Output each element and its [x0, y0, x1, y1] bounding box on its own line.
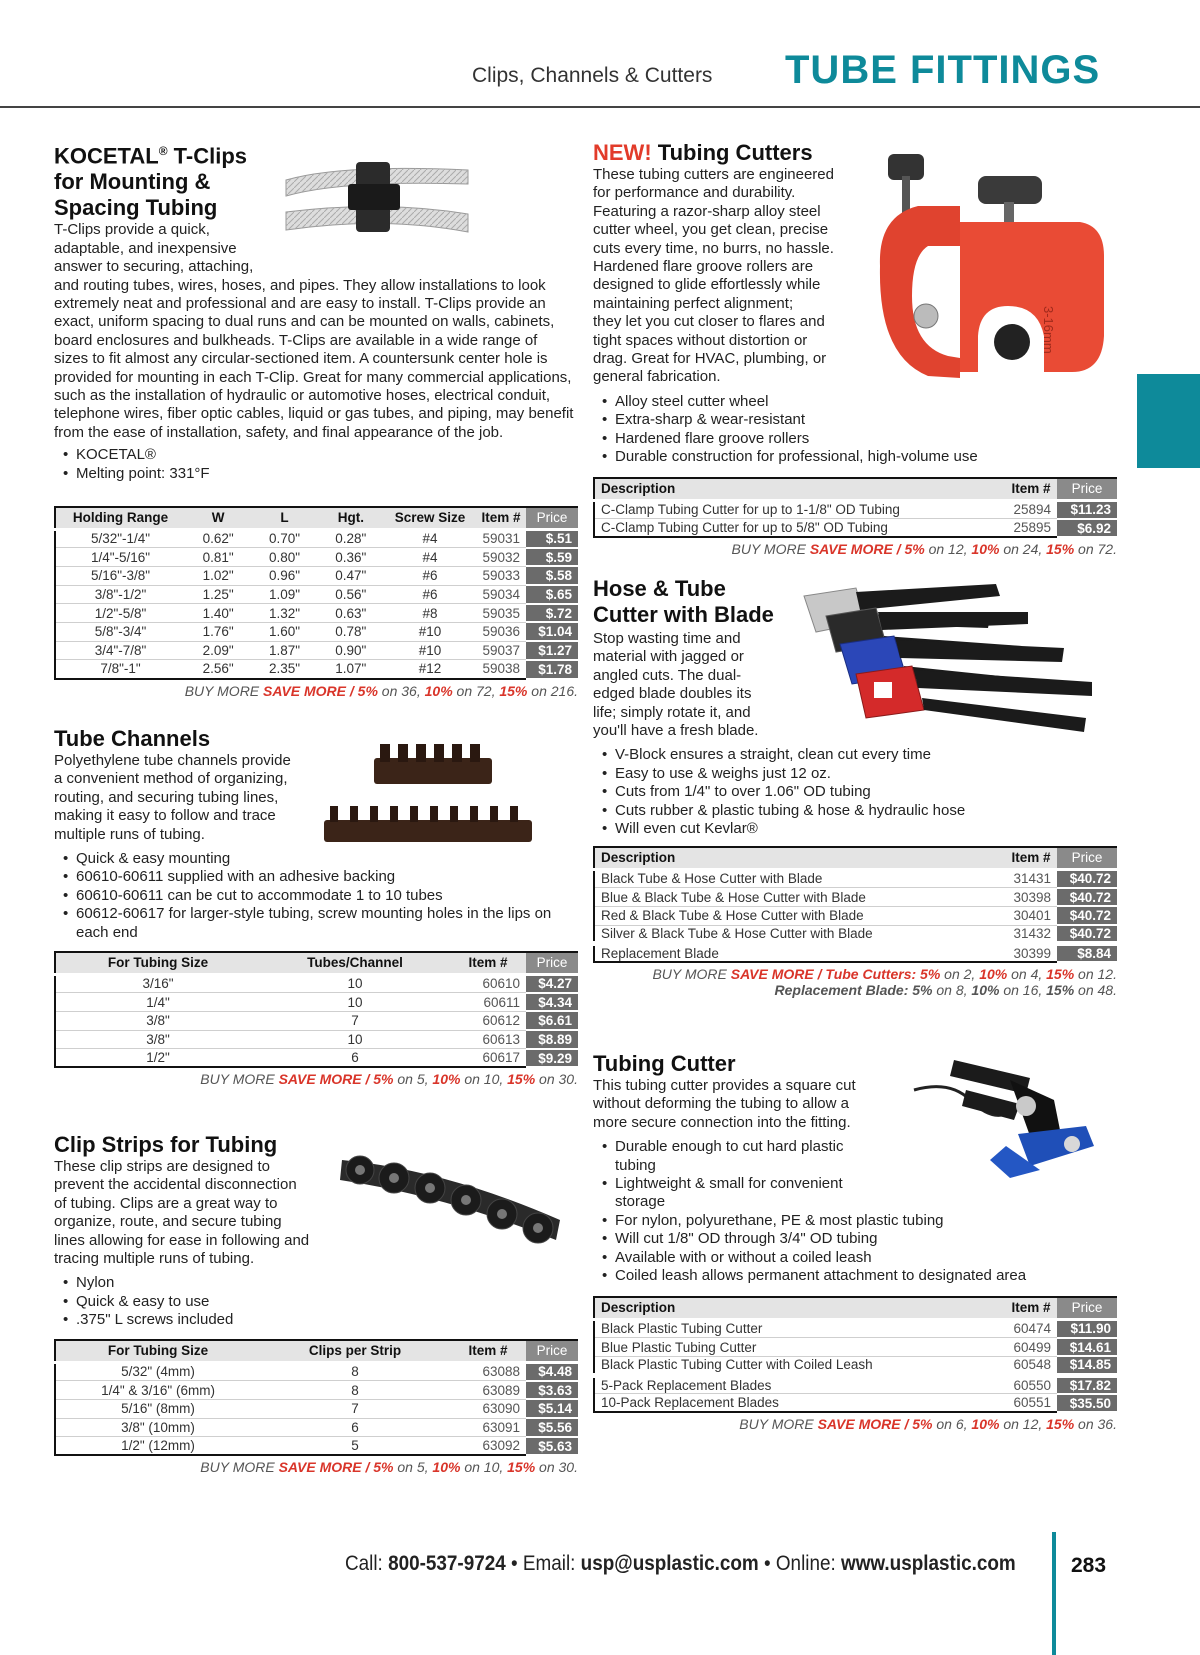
table-header: Item #	[450, 1340, 526, 1362]
table-header: For Tubing Size	[55, 1340, 260, 1362]
table-header: L	[251, 507, 317, 529]
table-row: 3/8"-1/2" 1.25" 1.09" 0.56" #6 59034 $.65	[55, 585, 578, 604]
clipstrips-bullets	[54, 1274, 574, 1329]
tclips-description: T-Clips provide a quick, adaptable, and inexpensive answer to securing, attaching, and routing tubes, wires, hoses, and pipes. They allow installations to look extremely neat and professional and are easy to install. T-Clips provide an exact, uniform spacing to dual runs and can be mounted on walls, cabinets, board enclosures and bulkheads. T-Clips are available in a wide range of sizes to fit almost any circular-sectioned item. A countersunk center hole is provided for mounting in each T-Clip. Great for many commercial applications, such as the installation of hydraulic or automotive hoses, electrical conduit, telephone wires, fiber optic cables, liquid or gas tubes, and piping, may benefit from the ease of installation, safety, and final appearance of the job.	[54, 221, 574, 441]
tubing-cutter-title: Tubing Cutter	[593, 1051, 736, 1076]
table-header: For Tubing Size	[55, 952, 260, 974]
cutters-table-wrap	[593, 477, 1117, 557]
list-item: • Coiled leash allows permanent attachment to designated area	[593, 1267, 1113, 1285]
tclip-product-image	[282, 152, 472, 242]
list-item: • Nylon	[54, 1274, 574, 1292]
table-row: Red & Black Tube & Hose Cutter with Blade 30401 $40.72	[594, 906, 1117, 925]
table-row: 5/8"-3/4" 1.76" 1.60" 0.78" #10 59036 $1.04	[55, 622, 578, 641]
table-header: Screw Size	[384, 507, 476, 529]
clip-strip-product-image	[336, 1140, 566, 1256]
table-row: Black Plastic Tubing Cutter with Coiled Leash 60548 $14.85	[594, 1356, 1117, 1375]
table-header: Price	[526, 507, 578, 529]
table-row: 5-Pack Replacement Blades 60550 $17.82	[594, 1375, 1117, 1394]
table-header: Item #	[1005, 847, 1057, 869]
channels-description: Polyethylene tube channels provide a convenient method of organizing, routing, and securing tubing lines, making it easy to follow and trace multiple runs of tubing.	[54, 752, 291, 843]
table-header: Item #	[476, 507, 526, 529]
email-link[interactable]: usp@usplastic.com	[580, 1552, 759, 1575]
table-row: 3/8" 7 60612 $6.61	[55, 1011, 578, 1030]
tclips-price-table	[54, 506, 578, 680]
channels-title: Tube Channels	[54, 726, 211, 751]
list-item: • Durable construction for professional, high-volume use	[593, 448, 1113, 466]
channels-price-table	[54, 951, 578, 1068]
list-item: • Alloy steel cutter wheel	[593, 393, 1113, 411]
list-item: • 60610-60611 can be cut to accommodate 1 to 10 tubes	[54, 887, 574, 905]
cutters-bullets	[593, 393, 1113, 467]
table-header: Price	[1057, 1297, 1117, 1319]
cutters-price-table	[593, 477, 1117, 538]
tclips-title: KOCETAL® T-Clips for Mounting & Spacing Tubing	[54, 143, 247, 221]
table-row: Silver & Black Tube & Hose Cutter with Blade 31432 $40.72	[594, 925, 1117, 944]
table-header: W	[185, 507, 251, 529]
table-row: 3/8" (10mm) 6 63091 $5.56	[55, 1418, 578, 1437]
table-header: Description	[594, 478, 1005, 500]
tclips-volume-discount: BUY MORE SAVE MORE / 5% on 36, 10% on 72, 15% on 216.	[184, 682, 578, 699]
table-row: C-Clamp Tubing Cutter for up to 5/8" OD Tubing 25895 $6.92	[594, 519, 1117, 538]
hose-cutter-volume-discount: BUY MORE SAVE MORE / Tube Cutters: 5% on 2, 10% on 4, 15% on 12.	[652, 966, 1117, 983]
tubing-cutter-table-wrap	[593, 1296, 1117, 1432]
table-row: 1/2"-5/8" 1.40" 1.32" 0.63" #8 59035 $.72	[55, 604, 578, 623]
cutters-description: These tubing cutters are engineered for performance and durability. Featuring a razor-sharp alloy steel cutter wheel, you get clean, precise cuts every time, no burrs, no hassle. Hardened flare groove rollers are designed to glide effortlessly while maintaining perfect alignment; they let you cut closer to flares and tight spaces without distortion or drag. Great for HVAC, plumbing, or general fabrication.	[593, 166, 834, 386]
table-row: 1/4"-5/16" 0.81" 0.80" 0.36" #4 59032 $.59	[55, 548, 578, 567]
page-title: TUBE FITTINGS	[785, 48, 1101, 92]
table-header: Price	[526, 1340, 578, 1362]
table-header: Price	[1057, 847, 1117, 869]
list-item: • Durable enough to cut hard plastic tubing	[593, 1138, 853, 1175]
table-header: Item #	[1005, 478, 1057, 500]
hose-cutter-description: Stop wasting time and material with jagged or angled cuts. The dual- edged blade doubles its life; simply rotate it, and you'll have a fresh blade.	[593, 630, 759, 740]
list-item: • Available with or without a coiled leash	[593, 1249, 1113, 1267]
cutters-title: NEW! Tubing Cutters	[593, 140, 813, 165]
clipstrips-table-wrap	[54, 1339, 578, 1475]
list-item: • Melting point: 331°F	[54, 465, 574, 483]
hose-cutter-title: Hose & Tube Cutter with Blade	[593, 576, 774, 627]
tube-channel-product-image	[318, 738, 538, 850]
table-row: 1/4" 10 60611 $4.34	[55, 993, 578, 1012]
list-item: • V-Block ensures a straight, clean cut every time	[593, 746, 1113, 764]
tubing-cutter-bullets	[593, 1138, 1027, 1285]
table-header: Hgt.	[318, 507, 384, 529]
c-clamp-cutter-image	[868, 146, 1112, 382]
table-header: Tubes/Channel	[260, 952, 450, 974]
footer-divider	[1052, 1532, 1056, 1655]
table-row: Replacement Blade 30399 $8.84	[594, 944, 1117, 963]
cutters-volume-discount: BUY MORE SAVE MORE / 5% on 12, 10% on 24, 15% on 72.	[731, 541, 1117, 558]
clipstrips-description: These clip strips are designed to prevent the accidental disconnection of tubing. Clips are a great way to organize, route, and secure tubing lines allowing for ease in following and tracing multiple runs of tubing.	[54, 1158, 310, 1268]
list-item: • Will even cut Kevlar®	[593, 820, 1113, 838]
channels-volume-discount: BUY MORE SAVE MORE / 5% on 5, 10% on 10, 15% on 30.	[200, 1071, 578, 1088]
table-row: 5/16" (8mm) 7 63090 $5.14	[55, 1399, 578, 1418]
table-row: Blue Plastic Tubing Cutter 60499 $14.61	[594, 1338, 1117, 1357]
page-number: 283	[1071, 1554, 1107, 1577]
table-row: 3/16" 10 60610 $4.27	[55, 974, 578, 993]
tubing-cutter-price-table	[593, 1296, 1117, 1413]
tubing-cutter-description: This tubing cutter provides a square cut without deforming the tubing to allow a more secure connection into the fitting.	[593, 1077, 856, 1131]
table-header: Holding Range	[55, 507, 185, 529]
table-row: 3/8" 10 60613 $8.89	[55, 1030, 578, 1049]
list-item: • Quick & easy mounting	[54, 850, 574, 868]
table-row: Black Tube & Hose Cutter with Blade 31431 $40.72	[594, 869, 1117, 888]
list-item: • 60610-60611 supplied with an adhesive backing	[54, 868, 574, 886]
hose-cutter-price-table	[593, 846, 1117, 963]
table-row: 5/16"-3/8" 1.02" 0.96" 0.47" #6 59033 $.58	[55, 566, 578, 585]
table-row: 1/2" 6 60617 $9.29	[55, 1049, 578, 1068]
list-item: • Cuts rubber & plastic tubing & hose & hydraulic hose	[593, 802, 1113, 820]
tclips-bullets	[54, 446, 574, 483]
footer-contact: Call: 800-537-9724 • Email: usp@usplastic.com • Online: www.usplastic.com	[345, 1552, 1016, 1575]
list-item: • Lightweight & small for convenient storage	[593, 1175, 853, 1212]
table-row: 1/2" (12mm) 5 63092 $5.63	[55, 1437, 578, 1456]
channels-table-wrap	[54, 951, 578, 1087]
table-header: Description	[594, 847, 1005, 869]
table-row: Black Plastic Tubing Cutter 60474 $11.90	[594, 1319, 1117, 1338]
table-header: Price	[1057, 478, 1117, 500]
table-row: 5/32"-1/4" 0.62" 0.70" 0.28" #4 59031 $.51	[55, 529, 578, 548]
tclips-table-wrap	[54, 506, 578, 699]
table-row: 7/8"-1" 2.56" 2.35" 1.07" #12 59038 $1.78	[55, 660, 578, 679]
list-item: • KOCETAL®	[54, 446, 574, 464]
clipstrips-price-table	[54, 1339, 578, 1456]
table-row: 1/4" & 3/16" (6mm) 8 63089 $3.63	[55, 1381, 578, 1400]
list-item: • 60612-60617 for larger-style tubing, screw mounting holes in the lips on each end	[54, 905, 574, 942]
table-row: 5/32" (4mm) 8 63088 $4.48	[55, 1362, 578, 1381]
table-header: Item #	[450, 952, 526, 974]
table-header: Clips per Strip	[260, 1340, 450, 1362]
table-row: 10-Pack Replacement Blades 60551 $35.50	[594, 1394, 1117, 1413]
table-header: Price	[526, 952, 578, 974]
tubing-cutter-image	[910, 1050, 1100, 1180]
replacement-blade-volume-discount: Replacement Blade: 5% on 8, 10% on 16, 15% on 48.	[774, 982, 1117, 999]
channels-bullets	[54, 850, 574, 942]
section-tab	[1137, 374, 1200, 468]
tubing-cutter-volume-discount: BUY MORE SAVE MORE / 5% on 6, 10% on 12, 15% on 36.	[739, 1416, 1117, 1433]
phone-number[interactable]: 800-537-9724	[388, 1552, 506, 1575]
list-item: • Cuts from 1/4" to over 1.06" OD tubing	[593, 783, 1113, 801]
hose-cutter-image	[796, 582, 1114, 738]
website-link[interactable]: www.usplastic.com	[840, 1552, 1016, 1575]
list-item: • Hardened flare groove rollers	[593, 430, 1113, 448]
hose-cutter-bullets	[593, 746, 1113, 838]
list-item: • .375" L screws included	[54, 1311, 574, 1329]
table-row: Blue & Black Tube & Hose Cutter with Blade 30398 $40.72	[594, 888, 1117, 907]
header-divider	[0, 106, 1200, 108]
svg-text:3-16mm: 3-16mm	[1041, 306, 1056, 354]
table-header: Description	[594, 1297, 1005, 1319]
list-item: • Will cut 1/8" OD through 3/4" OD tubing	[593, 1230, 1113, 1248]
section-subtitle: Clips, Channels & Cutters	[472, 64, 713, 87]
list-item: • For nylon, polyurethane, PE & most plastic tubing	[593, 1212, 1113, 1230]
table-row: C-Clamp Tubing Cutter for up to 1-1/8" OD Tubing 25894 $11.23	[594, 500, 1117, 519]
list-item: • Extra-sharp & wear-resistant	[593, 411, 1113, 429]
table-row: 3/4"-7/8" 2.09" 1.87" 0.90" #10 59037 $1.27	[55, 641, 578, 660]
list-item: • Quick & easy to use	[54, 1293, 574, 1311]
list-item: • Easy to use & weighs just 12 oz.	[593, 765, 1113, 783]
clipstrips-title: Clip Strips for Tubing	[54, 1132, 278, 1157]
hose-cutter-table-wrap	[593, 846, 1117, 998]
clipstrips-volume-discount: BUY MORE SAVE MORE / 5% on 5, 10% on 10, 15% on 30.	[200, 1459, 578, 1476]
table-header: Item #	[1005, 1297, 1057, 1319]
